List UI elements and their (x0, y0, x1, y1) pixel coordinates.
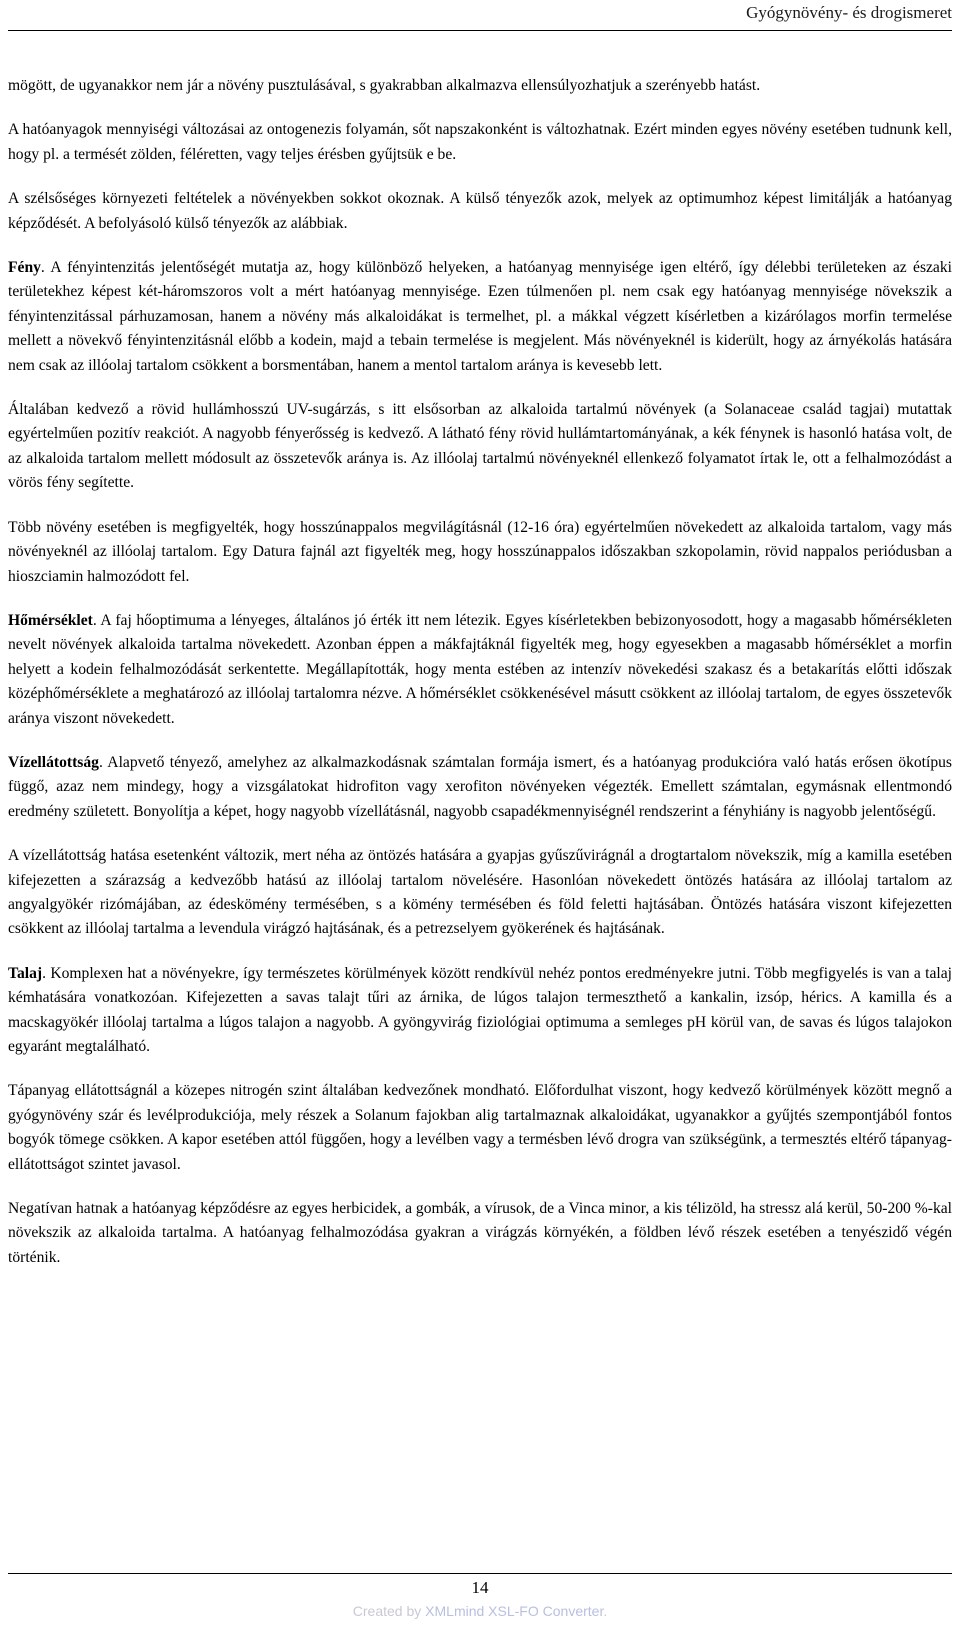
page-number: 14 (471, 1578, 489, 1597)
paragraph-uv: Általában kedvező a rövid hullámhosszú UV-sugárzás, s itt elsősorban az alkaloida tartalmú növények (a Solanaceae család tagjai) mutattak egyértelműen pozitív reakciót. A nagyobb fényerősség is kedvező. A látható fény rövid hullámtartományának, a kék fénynek is hasonló hatása volt, de az alkaloida tartalom mellett módosult az összetevők aránya is. Az illóolaj tartalmú növényeknél ellenkező folyamatot írtak le, ott a felhalmozódást a vörös fény segítette. (8, 401, 952, 492)
heading-feny: Fény (8, 259, 41, 277)
footer-divider (8, 1573, 952, 1574)
heading-vizellatottsag: Vízellátottság (8, 753, 99, 771)
converter-watermark: Created by XMLmind XSL-FO Converter. (352, 1603, 608, 1619)
heading-talaj: Talaj (8, 964, 43, 982)
heading-homerseklet: Hőmérséklet (8, 611, 93, 629)
paragraph-3: A szélsőséges környezeti feltételek a növényekben sokkot okoznak. A külső tényezők azok, melyek az optimumhoz képest limitálják a hatóanyag képződését. A befolyásoló külső tényezők az alábbiak. (8, 190, 952, 232)
paragraph-talaj: Talaj. Komplexen hat a növényekre, így természetes körülmények között rendkívül nehéz pontos eredményekre jutni. Több megfigyelés is van a talaj kémhatására vonatkozóan. Kifejezetten a savas talajt tűri az árnika, de lúgos talajon termeszthető a kankalin, izsóp, hérics. A kamilla és a macskagyökér illóolaj tartalma a lúgos talajon a nagyobb. A gyöngyvirág fiziológiai optimuma a semleges pH körül van, de savas és lúgos talajokon egyaránt megtalálható. (8, 964, 952, 1055)
converter-brand-link[interactable]: XMLmind XSL-FO Converter (425, 1603, 604, 1619)
paragraph-1: mögött, de ugyanakkor nem jár a növény pusztulásával, s gyakrabban alkalmazva ellensúlyozhatjuk a szerényebb hatást. (8, 77, 761, 94)
paragraph-2: A hatóanyagok mennyiségi változásai az ontogenezis folyamán, sőt napszakonként is változhatnak. Ezért minden egyes növény esetében tudnunk kell, hogy pl. a termését zölden, féléretten, vagy teljes érésben gyűjtsük e be. (8, 121, 952, 163)
paragraph-feny: Fény. A fényintenzitás jelentőségét mutatja az, hogy különböző helyeken, a hatóanyag mennyisége igen eltérő, így délebbi területeken az északi területekhez képest két-háromszoros volt a mért hatóanyag mennyisége. Ezen túlmenően pl. nem csak egy hatóanyag mennyisége növekszik a fényintenzitással párhuzamosan, hanem a növény más alkaloidákat is termelhet, pl. a mákkal végzett kísérletben a kizárólagos morfin termelése mellett a növekvő fényintenzitásnál előbb a kodein, majd a tebain termelése is megjelent. Más növényeknél is kiderült, hogy az árnyékolás hatására nem csak az illóolaj tartalom csökkent a borsmentában, hanem a mentol tartalom aránya is kevesebb lett. (8, 259, 952, 374)
paragraph-vizellatottsag: Vízellátottság. Alapvető tényező, amelyhez az alkalmazkodásnak számtalan formája ismert, és a hatóanyag produkcióra való hatás erősen ökotípus függő, azaz nem mindegy, hogy a vizsgálatokat hidrofiton vagy xerofiton növényeken végezték. Emellett számtalan, egymásnak ellentmondó eredmény született. Bonyolítja a képet, hogy nagyobb vízellátásnál, nagyobb csapadékmennyiségnél rendszerint a fényhiány is nagyobb jelentőségű. (8, 753, 952, 820)
paragraph-negativ: Negatívan hatnak a hatóanyag képződésre az egyes herbicidek, a gombák, a vírusok, de a Vinca minor, a kis télizöld, ha stressz alá kerül, 50-200 %-kal növekszik az alkaloida tartalma. A hatóanyag felhalmozódása gyakran a virágzás környékén, a földben lévő részek esetében a tenyészidő végén történik. (8, 1200, 952, 1266)
paragraph-hosszunappal: Több növény esetében is megfigyelték, hogy hosszúnappalos megvilágításnál (12-16 óra) egyértelműen növekedett az alkaloida tartalom, vagy más növényeknél az illóolaj tartalom. Egy Datura fajnál azt figyelték meg, hogy hosszúnappalos időszakban szkopolamin, rövid nappalos periódusban a hioszciamin halmozódott fel. (8, 518, 952, 585)
running-header (8, 0, 952, 31)
paragraph-vizellatottsag-hatas: A vízellátottság hatása esetenként változik, mert néha az öntözés hatására a gyapjas gyűszűvirágnál a drogtartalom növekszik, míg a kamilla esetében kifejezetten a szárazság a kedvezőbb hatású az illóolaj tartalom növelésére. Hasonlóan növekedett öntözés hatására az illóolaj tartalom az angyalgyökér rizómájában, az édeskömény termésében, s a kömény termésében és föld feletti hajtásában. Öntözés hatására viszont kifejezetten csökkent az illóolaj tartalma a levendula virágzó hajtásának, és a petrezselyem gyökerének és hajtásának. (8, 847, 952, 938)
header-title: Gyógynövény- és drogismeret (746, 3, 952, 22)
paragraph-tapanyag: Tápanyag ellátottságnál a közepes nitrogén szint általában kedvezőnek mondható. Előfordulhat viszont, hogy kedvező körülmények között megnő a gyógynövény szár és levélprodukciója, mely részek a Solanum fajokban alig tartalmaznak alkaloidákat, ugyanakkor a gyűjtés szempontjából fontos bogyók tömege csökken. A kapor esetében attól függően, hogy a levélben vagy a termésben lévő drogra van szükségünk, a termesztés eltérő tápanyag-ellátottságot szintet javasol. (8, 1082, 952, 1173)
paragraph-homerseklet: Hőmérséklet. A faj hőoptimuma a lényeges, általános jó érték itt nem létezik. Egyes kísérletekben bebizonyosodott, hogy a magasabb hőmérsékleten nevelt növények alkaloida tartalma növekedett. Azonban éppen a mákfajtáknál figyelték meg, hogy egyesekben a magasabb hőmérséklet a morfin helyett a kodein felhalmozódását serkentette. Megállapították, hogy menta estében az intenzív növekedési szakasz és a betakarítás előtti időszak középhőmérséklete a meghatározó az illóolaj tartalomra nézve. A hőmérséklet csökkenésével másutt csökkent az illóolaj tartalom, de egyes összetevők aránya viszont növekedett. (8, 611, 952, 727)
body-text (8, 74, 952, 1290)
